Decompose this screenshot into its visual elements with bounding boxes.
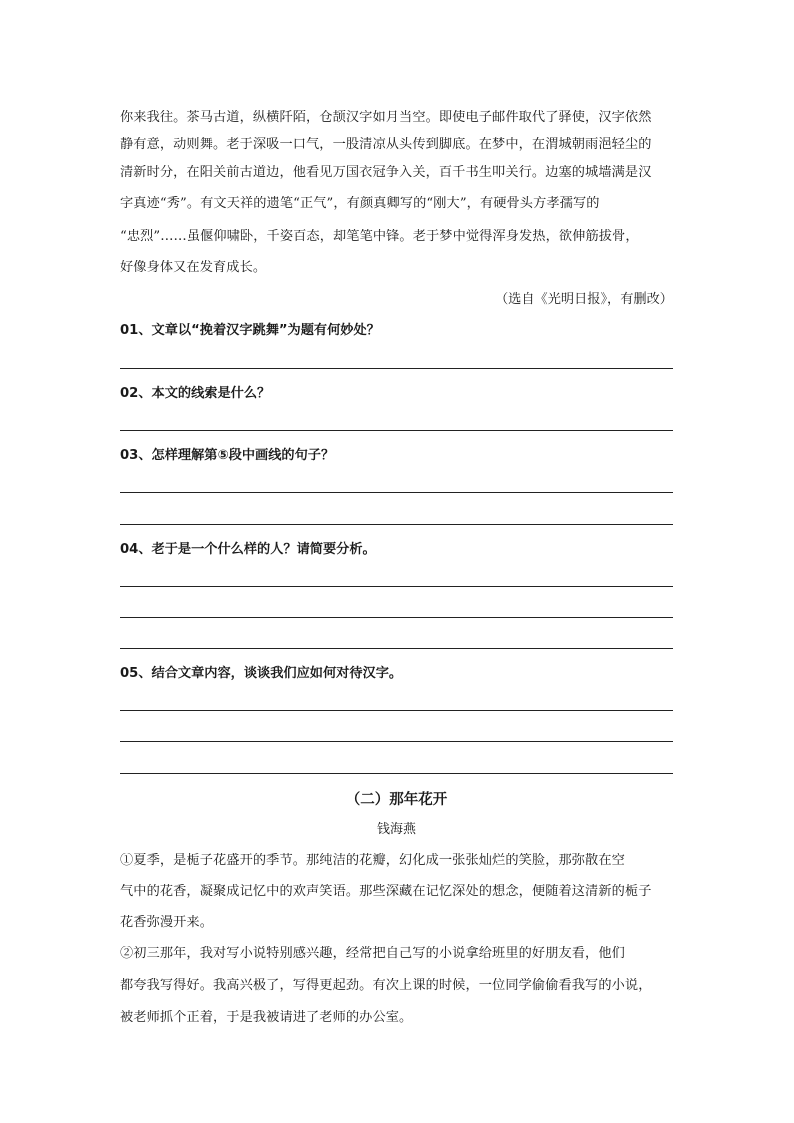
question-3: 03、怎样理解第⑤段中画线的句子？ (120, 448, 335, 463)
question-1: 01、文章以“挽着汉字跳舞”为题有何妙处？ (120, 323, 380, 338)
answer-line[interactable] (120, 586, 673, 587)
passage-line: 花香弥漫开来。 (120, 915, 214, 930)
passage-line: ①夏季，是栀子花盛开的季节。那纯洁的花瓣，幻化成一张张灿烂的笑脸，那弥散在空 (120, 853, 625, 868)
question-2: 02、本文的线索是什么？ (120, 386, 271, 401)
document-page (120, 0, 673, 1123)
answer-line[interactable] (120, 524, 673, 525)
answer-line[interactable] (120, 741, 673, 742)
passage-line: 静有意，动则舞。老于深吸一口气，一股清凉从头传到脚底。在梦中，在渭城朝雨浥轻尘的 (120, 137, 652, 152)
passage-line: ②初三那年，我对写小说特别感兴趣，经常把自己写的小说拿给班里的好朋友看，他们 (120, 946, 625, 961)
passage-line: 字真迹“秀”。有文天祥的遗笔“正气”，有颜真卿写的“刚大”，有硬骨头方孝孺写的 (120, 196, 600, 211)
passage-line: 气中的花香，凝聚成记忆中的欢声笑语。那些深藏在记忆深处的想念，便随着这清新的栀子 (120, 884, 652, 899)
passage-line: 你来我往。茶马古道，纵横阡陌，仓颉汉字如月当空。即使电子邮件取代了驿使，汉字依然 (120, 110, 652, 125)
section-title: （二）那年花开 (345, 792, 448, 808)
source-citation: （选自《光明日报》，有删改） (494, 292, 673, 307)
question-4: 04、老于是一个什么样的人？请简要分析。 (120, 542, 376, 557)
answer-line[interactable] (120, 773, 673, 774)
passage-line: “忠烈”……虽偃仰啸卧，千姿百态，却笔笔中锋。老于梦中觉得浑身发热，欲伸筋拔骨， (120, 229, 639, 244)
passage-line: 都夸我写得好。我高兴极了，写得更起劲。有次上课的时候，一位同学偷偷看我写的小说， (120, 978, 652, 993)
question-5: 05、结合文章内容，谈谈我们应如何对待汉字。 (120, 666, 403, 681)
answer-line[interactable] (120, 492, 673, 493)
answer-line[interactable] (120, 368, 673, 369)
answer-line[interactable] (120, 648, 673, 649)
passage-line: 被老师抓个正着，于是我被请进了老师的办公室。 (120, 1010, 413, 1025)
answer-line[interactable] (120, 617, 673, 618)
passage-line: 好像身体又在发育成长。 (120, 260, 267, 275)
answer-line[interactable] (120, 430, 673, 431)
answer-line[interactable] (120, 710, 673, 711)
section-author: 钱海燕 (376, 822, 416, 837)
passage-line: 清新时分，在阳关前古道边，他看见万国衣冠争入关，百千书生叩关行。边塞的城墙满是汉 (120, 165, 652, 180)
